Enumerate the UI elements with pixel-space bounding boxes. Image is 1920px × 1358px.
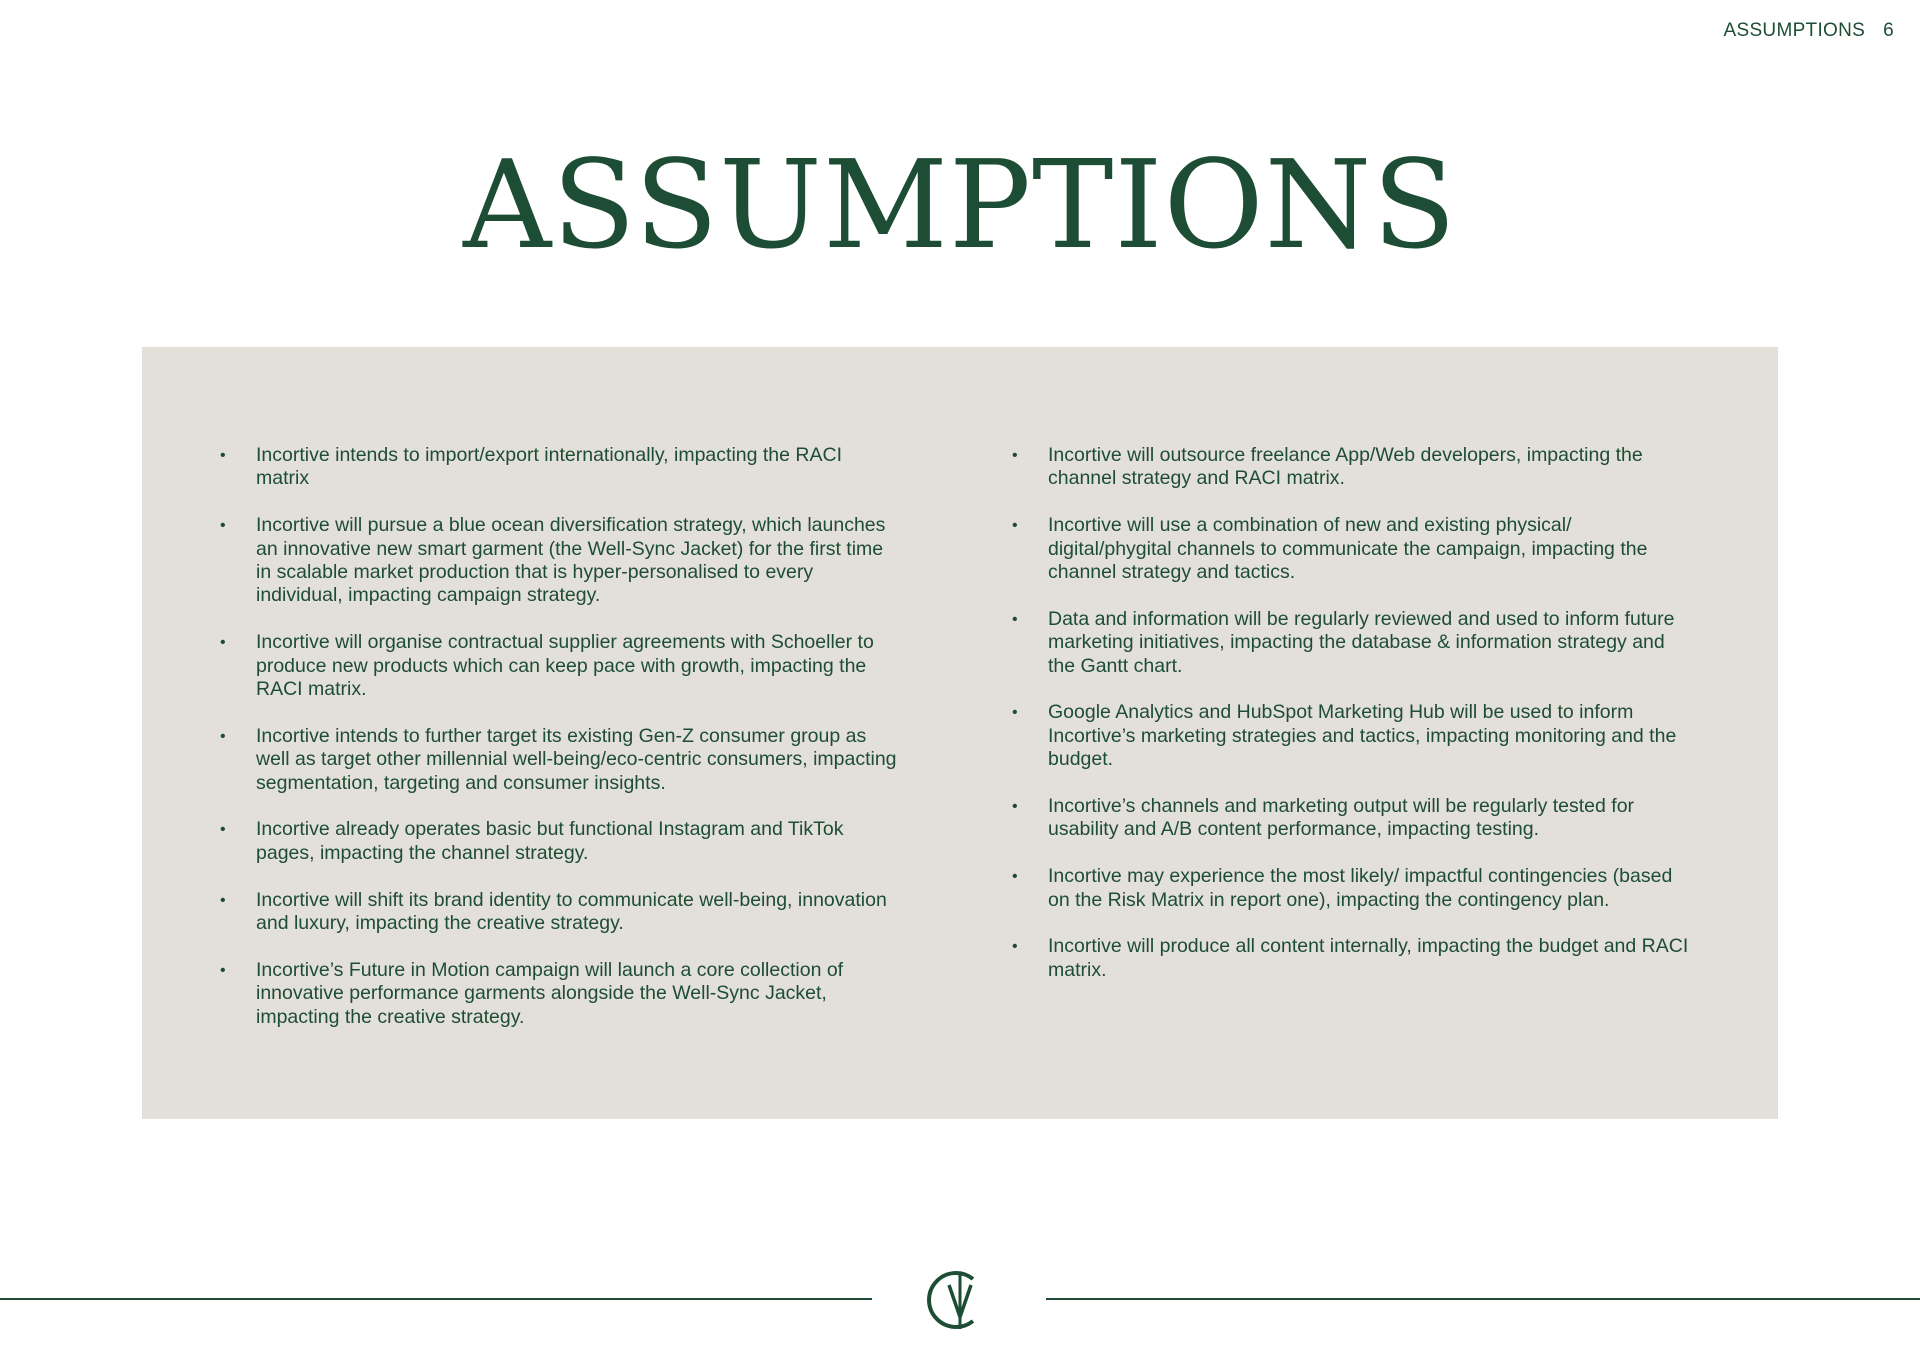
list-item (220, 818, 900, 865)
bullet-icon: • (1012, 798, 1018, 816)
assumptions-panel (142, 347, 1778, 1119)
list-item-text: Google Analytics and HubSpot Marketing Hub will be used to inform Incortive’s marketing strategies and tactics, impacting monitoring and the budget. (1048, 701, 1677, 771)
bullet-icon: • (220, 517, 226, 535)
bullet-icon: • (1012, 447, 1018, 464)
page-number: 6 (1883, 20, 1894, 41)
list-item (1012, 795, 1692, 842)
list-item-text: Incortive will produce all content internally, impacting the budget and RACI matrix. (1048, 935, 1689, 981)
bullet-icon: • (220, 634, 226, 652)
list-item-text: Incortive’s channels and marketing output will be regularly tested for usability and A/B content performance, impacting testing. (1048, 795, 1635, 841)
list-item-text: Incortive will pursue a blue ocean diversification strategy, which launches an innovative new smart garment (the Well-Sync Jacket) for the first time in scalable market production that is hyper-personalised to every individual, impacting campaign strategy. (256, 514, 886, 607)
list-item-text: Incortive intends to import/export internationally, impacting the RACI matrix (256, 444, 842, 490)
list-item (1012, 444, 1692, 491)
bullet-icon: • (220, 891, 226, 909)
list-item-text: Incortive will organise contractual supplier agreements with Schoeller to produce new products which can keep pace with growth, impacting the RACI matrix. (256, 631, 874, 701)
list-item-text: Incortive will shift its brand identity to communicate well-being, innovation and luxury, impacting the creative strategy. (256, 888, 887, 935)
list-item (1012, 701, 1692, 771)
brand-monogram-logo-icon (925, 1265, 995, 1335)
list-item-text: Incortive will use a combination of new and existing physical/ digital/phygital channels to communicate the campaign, impacting the channel strategy and tactics. (1048, 514, 1648, 584)
bullet-icon: • (1012, 704, 1018, 722)
bullet-icon: • (220, 447, 226, 464)
list-item-text: Incortive already operates basic but functional Instagram and TikTok pages, impacting the channel strategy. (256, 818, 844, 864)
list-item-text: Incortive may experience the most likely/ impactful contingencies (based on the Risk Matrix in report one), impacting the contingency plan. (1048, 865, 1673, 911)
list-item (220, 959, 900, 1029)
page-title: ASSUMPTIONS (463, 134, 1457, 276)
list-item (220, 631, 900, 701)
bullet-icon: • (1012, 610, 1018, 628)
bullet-icon: • (220, 961, 226, 979)
footer-divider-left (0, 1298, 872, 1300)
list-item-text: Incortive intends to further target its existing Gen-Z consumer group as well as target other millennial well-being/eco-centric consumers, impacting segmentation, targeting and consumer insights. (256, 724, 897, 794)
bullet-icon: • (1012, 517, 1018, 535)
list-item (220, 514, 900, 608)
footer-divider-right (1046, 1298, 1920, 1300)
running-header (1724, 20, 1894, 42)
assumptions-list-right (1012, 444, 1692, 1006)
list-item (1012, 514, 1692, 584)
list-item (220, 444, 900, 491)
bullet-icon: • (220, 727, 226, 745)
list-item (1012, 935, 1692, 982)
list-item-text: Data and information will be regularly reviewed and used to inform future marketing initiatives, impacting the database & information strategy and the Gantt chart. (1048, 607, 1675, 677)
list-item-text: Incortive’s Future in Motion campaign will launch a core collection of innovative performance garments alongside the Well-Sync Jacket, impacting the creative strategy. (256, 958, 844, 1028)
bullet-icon: • (1012, 938, 1018, 956)
assumptions-list-left (220, 444, 900, 1052)
list-item (220, 889, 900, 936)
list-item-text: Incortive will outsource freelance App/Web developers, impacting the channel strategy and RACI matrix. (1048, 444, 1643, 490)
bullet-icon: • (220, 821, 226, 839)
bullet-icon: • (1012, 868, 1018, 886)
running-header-section: ASSUMPTIONS (1723, 20, 1866, 41)
list-item (220, 725, 900, 795)
list-item (1012, 865, 1692, 912)
list-item (1012, 608, 1692, 678)
